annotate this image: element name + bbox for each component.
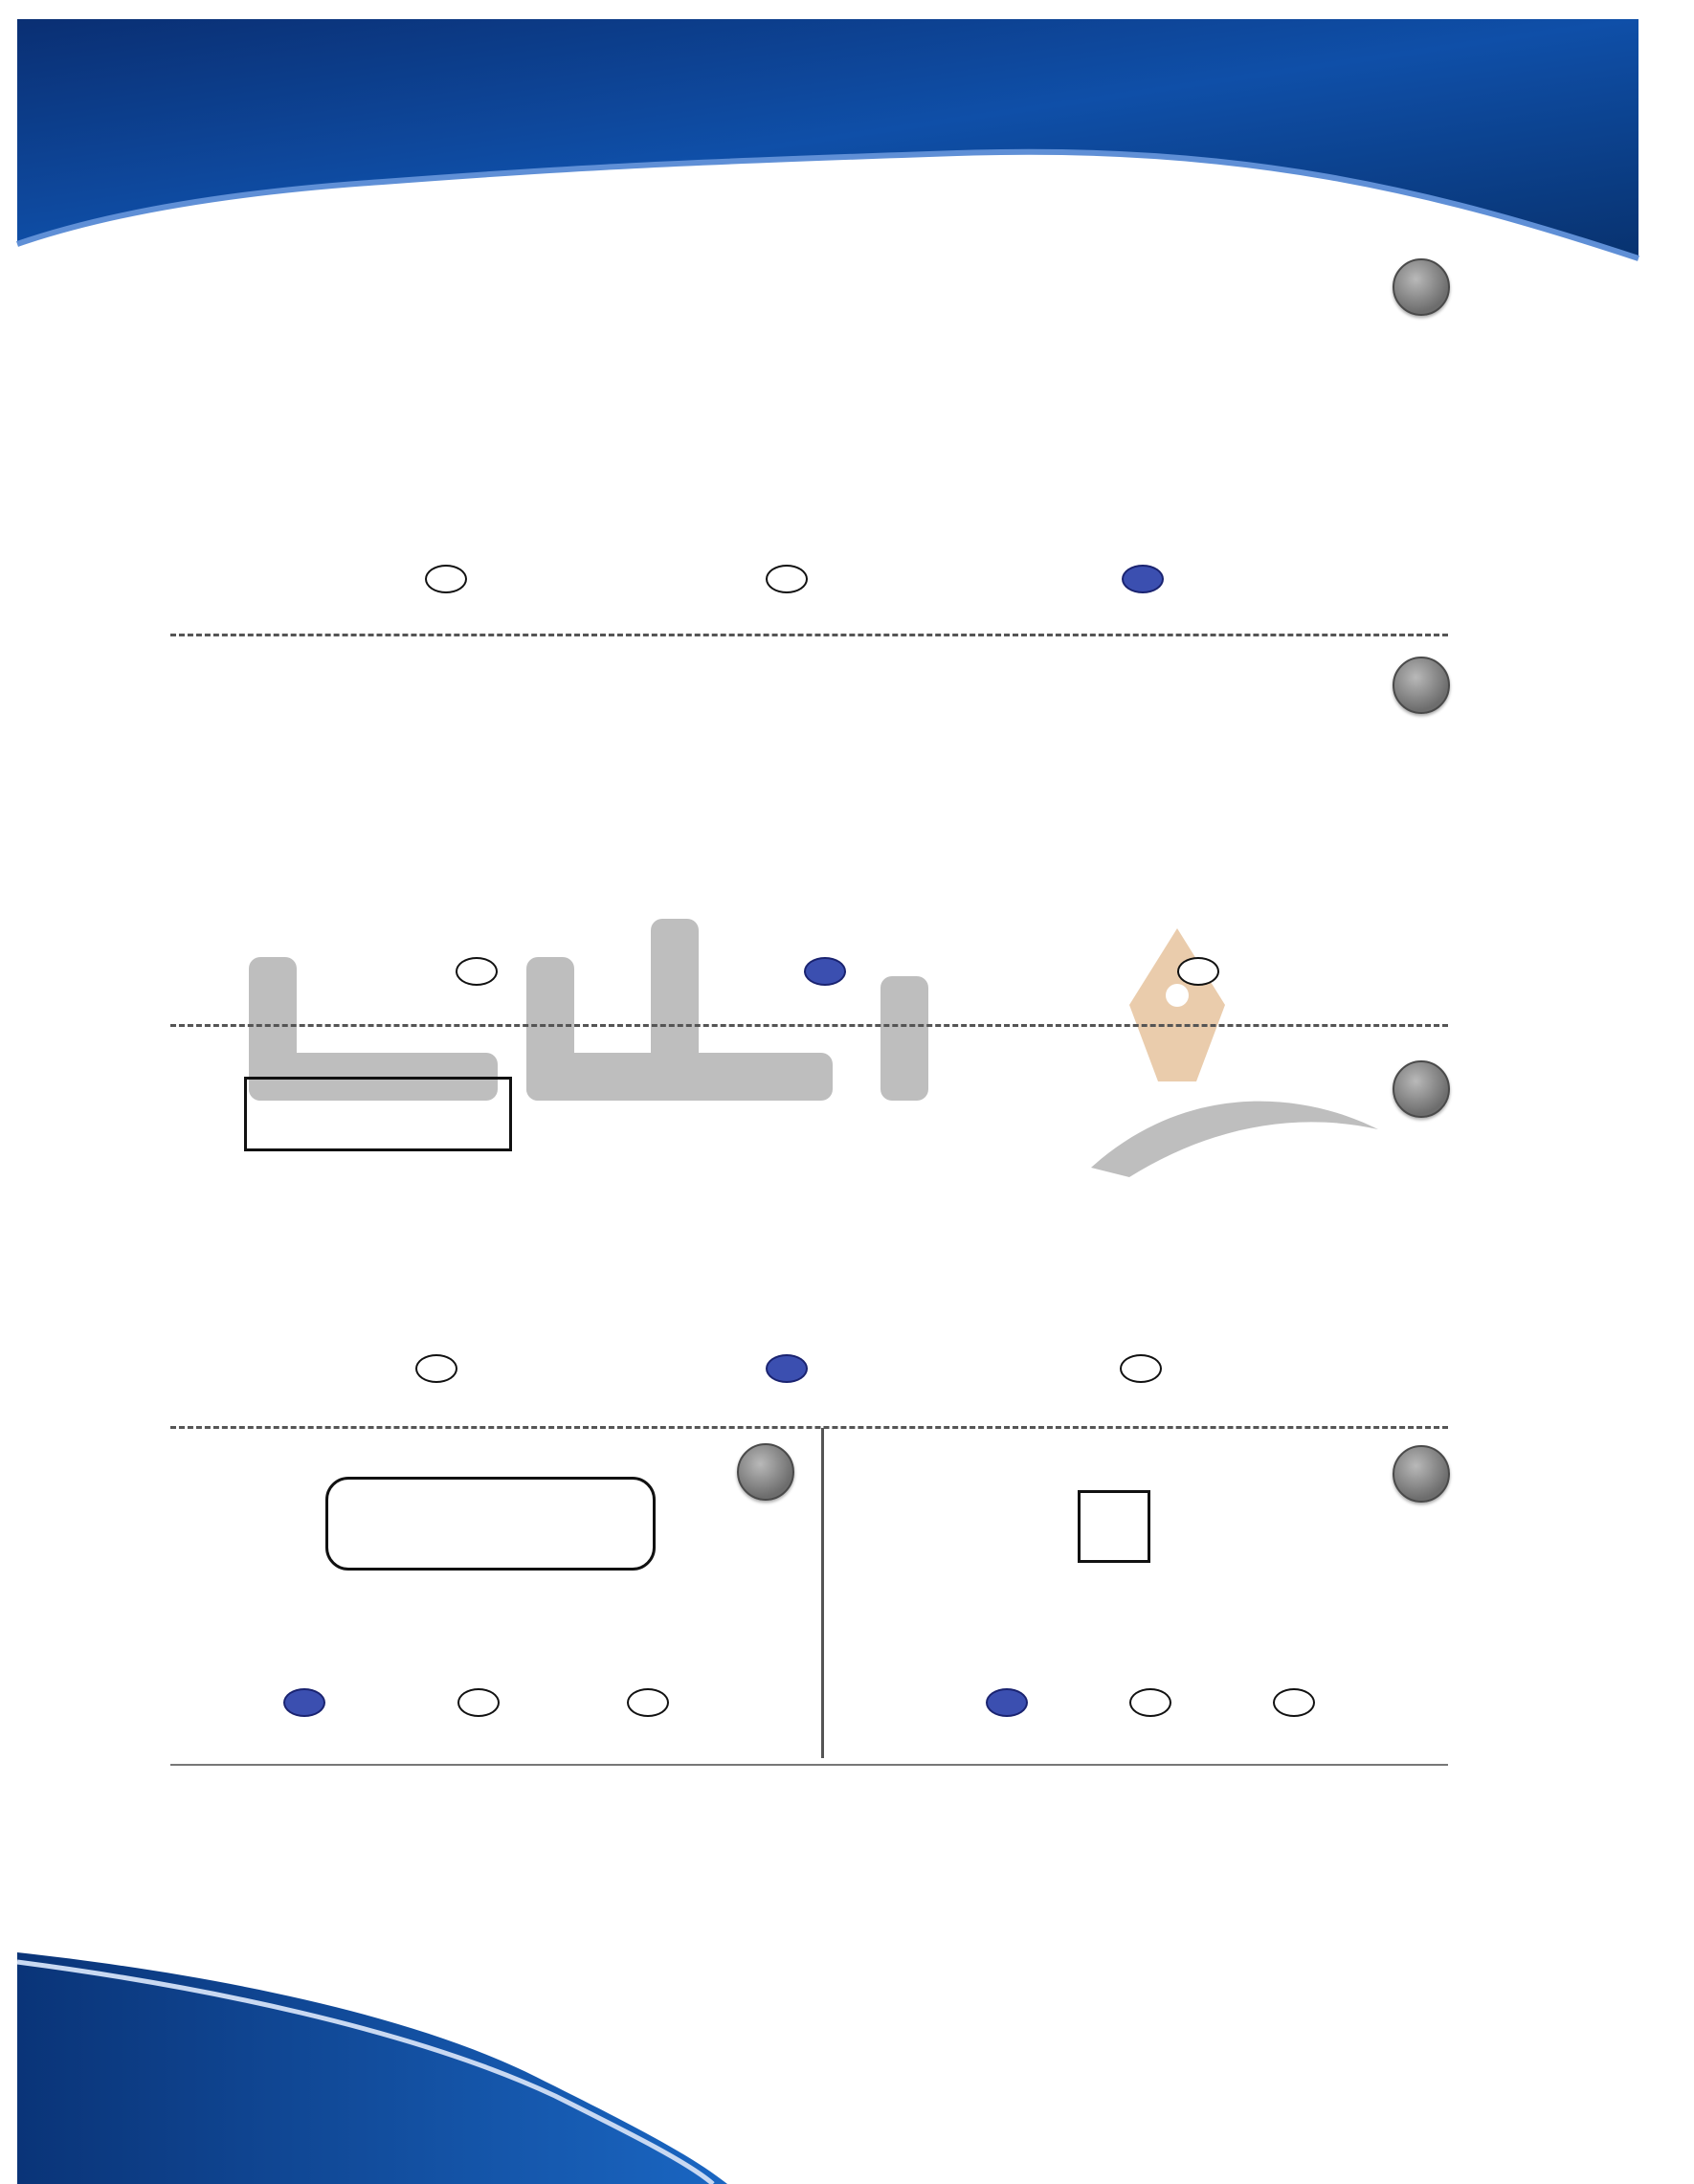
- flower-group-2: [641, 343, 895, 529]
- q9-expression-box: [325, 1477, 656, 1571]
- q7-answer-oval-1[interactable]: [1120, 1354, 1162, 1383]
- flower-group-1: [962, 343, 1215, 529]
- q9-answer-oval-3[interactable]: [627, 1688, 669, 1717]
- q6-answer-oval-1[interactable]: [456, 957, 498, 986]
- flower-group-3: [321, 343, 574, 529]
- q8-answer-oval-2[interactable]: [1129, 1688, 1171, 1717]
- q6-answer-oval-3[interactable]: [1177, 957, 1219, 986]
- teacher-note-5: [1422, 2012, 1436, 2039]
- notes-divider: [170, 1764, 1448, 1766]
- question-8-number: [1393, 1445, 1450, 1503]
- q5-answer-oval-3[interactable]: [425, 565, 467, 593]
- teacher-note-3: [1422, 1924, 1436, 1950]
- q5-answer-oval-1[interactable]: [1122, 565, 1164, 593]
- paperclip-pattern-row: [555, 1043, 1302, 1177]
- divider-1: [170, 634, 1448, 636]
- paperclip-option-1: [1091, 1196, 1321, 1292]
- q8-answer-box: [1078, 1490, 1150, 1563]
- teacher-note-1: [1422, 1836, 1436, 1862]
- q7-answer-box: [244, 1077, 512, 1151]
- divider-2: [170, 1024, 1448, 1027]
- teacher-note-2: [1422, 1880, 1436, 1906]
- q5-answer-oval-2[interactable]: [766, 565, 808, 593]
- q7-answer-oval-3[interactable]: [415, 1354, 457, 1383]
- q8-answer-oval-3[interactable]: [1273, 1688, 1315, 1717]
- q6-answer-oval-2[interactable]: [804, 957, 846, 986]
- q9-answer-oval-1[interactable]: [283, 1688, 325, 1717]
- balloons-group: [306, 665, 1263, 809]
- question-7-number: [1393, 1060, 1450, 1118]
- vertical-divider: [821, 1428, 824, 1758]
- question-5-number: [1393, 258, 1450, 316]
- question-6-number: [1393, 657, 1450, 714]
- q7-answer-oval-2[interactable]: [766, 1354, 808, 1383]
- teacher-note-4: [1422, 1968, 1436, 1995]
- q9-answer-oval-2[interactable]: [457, 1688, 500, 1717]
- header-banner: [0, 0, 1694, 278]
- flower-row: [191, 247, 1321, 328]
- question-9-number: [737, 1443, 794, 1501]
- paperclip-option-2: [660, 1196, 928, 1292]
- footer-banner: [0, 1952, 766, 2184]
- q8-answer-oval-1[interactable]: [986, 1688, 1028, 1717]
- paperclip-option-3: [201, 1196, 526, 1292]
- divider-3: [170, 1426, 1448, 1429]
